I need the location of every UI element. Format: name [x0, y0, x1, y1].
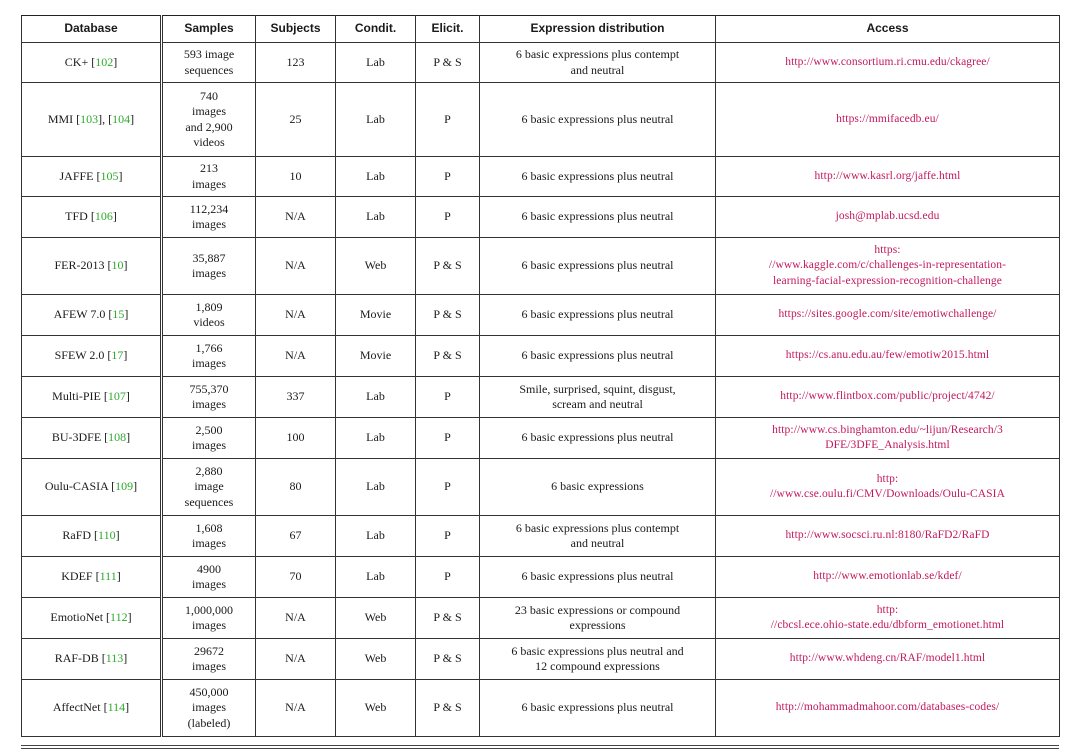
database-name: AffectNet	[52, 700, 101, 715]
cell-elicitation: P	[416, 418, 480, 459]
citation-link[interactable]: 10	[111, 258, 124, 273]
access-url-line[interactable]: http://mohammadmahoor.com/databases-codes/	[775, 701, 1000, 714]
cell-database: EmotioNet [112]	[22, 598, 162, 639]
access-url-line[interactable]: https://cs.anu.edu.au/few/emotiw2015.html	[785, 349, 990, 362]
cell-database: FER-2013 [10]	[22, 238, 162, 295]
access-url-line[interactable]: https://sites.google.com/site/emotiwchallenge/	[778, 308, 997, 321]
cell-condition: Lab	[336, 197, 416, 238]
cell-elicitation: P & S	[416, 680, 480, 737]
cell-expression-distribution	[480, 377, 716, 418]
header-database: Database	[22, 16, 162, 43]
samples-line: 29672	[194, 643, 224, 658]
access-url-line[interactable]: //www.cse.oulu.fi/CMV/Downloads/Oulu-CASIA	[769, 488, 1006, 500]
cell-subjects: 70	[256, 557, 336, 598]
expression-distribution-line: and neutral	[570, 536, 625, 550]
header-access: Access	[716, 16, 1060, 43]
expression-distribution-line: 6 basic expressions plus neutral and	[511, 643, 684, 658]
cell-database: RaFD [110]	[22, 516, 162, 557]
expression-distribution-line: 6 basic expressions plus neutral	[521, 569, 674, 584]
samples-line: sequences	[184, 62, 234, 77]
cell-condition: Movie	[336, 336, 416, 377]
expression-distribution-line: expressions	[569, 618, 626, 632]
table-row	[22, 43, 1060, 83]
cell-database: Oulu-CASIA [109]	[22, 459, 162, 516]
access-url-line[interactable]: https:	[874, 243, 901, 256]
cell-samples	[162, 418, 256, 459]
cell-elicitation: P & S	[416, 43, 480, 83]
cell-elicitation: P	[416, 377, 480, 418]
cell-expression-distribution	[480, 336, 716, 377]
samples-line: images	[192, 217, 226, 231]
cell-samples	[162, 238, 256, 295]
table-row	[22, 459, 1060, 516]
access-url-line[interactable]: http://www.flintbox.com/public/project/4742/	[780, 390, 995, 403]
cell-samples	[162, 680, 256, 737]
cell-expression-distribution	[480, 43, 716, 83]
citation-link[interactable]: 113	[105, 651, 124, 666]
cell-condition: Lab	[336, 557, 416, 598]
cell-access-url	[716, 197, 1060, 238]
bottom-rule	[21, 745, 1059, 749]
cell-access-url	[716, 238, 1060, 295]
cell-elicitation: P	[416, 157, 480, 197]
cell-access-url	[716, 418, 1060, 459]
expression-distribution-line: 6 basic expressions plus neutral	[521, 430, 674, 445]
expression-distribution-line: 6 basic expressions plus neutral	[521, 258, 674, 273]
cell-expression-distribution	[480, 680, 716, 737]
database-name: RAF-DB	[54, 651, 99, 666]
datasets-table	[21, 15, 1060, 737]
cell-samples	[162, 639, 256, 680]
cell-database: RAF-DB [113]	[22, 639, 162, 680]
cell-database: BU-3DFE [108]	[22, 418, 162, 459]
cell-database: Multi-PIE [107]	[22, 377, 162, 418]
access-url-line[interactable]: http://www.cs.binghamton.edu/~lijun/Research/3	[772, 423, 1003, 436]
cell-elicitation: P & S	[416, 598, 480, 639]
samples-line: (labeled)	[187, 715, 231, 730]
samples-line: sequences	[184, 494, 234, 509]
samples-line: 35,887	[192, 250, 226, 265]
cell-subjects: 10	[256, 157, 336, 197]
samples-line: images	[192, 176, 226, 191]
cell-condition: Lab	[336, 459, 416, 516]
database-name: SFEW 2.0	[54, 348, 105, 363]
cell-expression-distribution	[480, 157, 716, 197]
samples-line: images	[192, 266, 226, 280]
expression-distribution-line: 6 basic expressions plus neutral	[521, 111, 674, 126]
samples-line: 450,000	[189, 684, 229, 699]
cell-elicitation: P	[416, 459, 480, 516]
cell-samples	[162, 377, 256, 418]
samples-line: 2,500	[195, 422, 223, 437]
citation-link[interactable]: 111	[99, 569, 117, 584]
cell-elicitation: P & S	[416, 295, 480, 336]
cell-condition: Lab	[336, 157, 416, 197]
cell-expression-distribution	[480, 557, 716, 598]
cell-samples	[162, 459, 256, 516]
cell-samples	[162, 295, 256, 336]
cell-subjects: N/A	[256, 639, 336, 680]
citation-link[interactable]: 114	[107, 700, 126, 715]
database-name: Oulu-CASIA	[44, 479, 109, 494]
cell-database: AFEW 7.0 [15]	[22, 295, 162, 336]
cell-database: CK+ [102]	[22, 43, 162, 83]
cell-expression-distribution	[480, 418, 716, 459]
database-name: JAFFE	[59, 168, 94, 183]
samples-line: 755,370	[189, 381, 229, 396]
cell-subjects: N/A	[256, 295, 336, 336]
cell-access-url	[716, 157, 1060, 197]
samples-line: videos	[193, 315, 225, 329]
database-name: MMI	[47, 111, 74, 126]
cell-condition: Web	[336, 639, 416, 680]
citation-link[interactable]: 108	[108, 430, 127, 445]
cell-samples	[162, 197, 256, 238]
database-name: CK+	[64, 54, 89, 69]
samples-line: 593 image	[183, 47, 235, 61]
citation-link[interactable]: 104	[112, 111, 131, 126]
access-url-line[interactable]: http://www.emotionlab.se/kdef/	[813, 570, 962, 583]
citation-link[interactable]: 107	[107, 389, 126, 404]
cell-elicitation: P & S	[416, 238, 480, 295]
expression-distribution-line: 6 basic expressions plus contempt	[515, 520, 680, 535]
cell-access-url	[716, 295, 1060, 336]
cell-elicitation: P	[416, 83, 480, 157]
cell-database: KDEF [111]	[22, 557, 162, 598]
cell-access-url	[716, 557, 1060, 598]
cell-access-url	[716, 459, 1060, 516]
samples-line: images	[192, 700, 226, 715]
table-row	[22, 639, 1060, 680]
cell-access-url	[716, 377, 1060, 418]
access-url-line[interactable]: http://www.kasrl.org/jaffe.html	[814, 169, 961, 182]
expression-distribution-line: Smile, surprised, squint, disgust,	[519, 381, 676, 396]
header-subjects: Subjects	[256, 16, 336, 43]
cell-elicitation: P & S	[416, 336, 480, 377]
table-row	[22, 197, 1060, 238]
samples-line: 4900	[197, 561, 221, 576]
cell-subjects: 80	[256, 459, 336, 516]
cell-samples	[162, 598, 256, 639]
samples-line: 740	[200, 88, 218, 103]
cell-access-url	[716, 516, 1060, 557]
expression-distribution-line: 6 basic expressions plus contempt	[515, 47, 680, 61]
citation-link[interactable]: 105	[100, 168, 119, 183]
samples-line: videos	[193, 135, 225, 149]
cell-condition: Lab	[336, 418, 416, 459]
header-elicitation: Elicit.	[416, 16, 480, 43]
samples-line: image	[194, 479, 224, 494]
table-row	[22, 157, 1060, 197]
cell-condition: Lab	[336, 516, 416, 557]
citation-link[interactable]: 17	[111, 348, 124, 363]
cell-samples	[162, 336, 256, 377]
samples-line: images	[192, 104, 226, 118]
cell-subjects: N/A	[256, 598, 336, 639]
cell-subjects: N/A	[256, 336, 336, 377]
samples-line: images	[192, 397, 226, 411]
expression-distribution-line: 6 basic expressions plus neutral	[521, 700, 674, 715]
database-name: FER-2013	[54, 258, 105, 273]
access-url-line[interactable]: http://www.whdeng.cn/RAF/model1.html	[789, 652, 986, 665]
header-expression-distribution: Expression distribution	[480, 16, 716, 43]
cell-elicitation: P	[416, 197, 480, 238]
citation-link[interactable]: 103	[80, 111, 99, 126]
samples-line: 213	[200, 161, 218, 175]
cell-subjects: 100	[256, 418, 336, 459]
cell-elicitation: P	[416, 557, 480, 598]
database-name: RaFD	[62, 528, 92, 543]
cell-condition: Lab	[336, 43, 416, 83]
cell-subjects: N/A	[256, 238, 336, 295]
cell-expression-distribution	[480, 459, 716, 516]
cell-database: TFD [106]	[22, 197, 162, 238]
cell-database: MMI [103], [104]	[22, 83, 162, 157]
samples-line: images	[192, 659, 226, 673]
cell-database: JAFFE [105]	[22, 157, 162, 197]
table-row	[22, 377, 1060, 418]
cell-access-url	[716, 83, 1060, 157]
samples-line: images	[192, 618, 226, 632]
access-url-line[interactable]: learning-facial-expression-recognition-challenge	[773, 274, 1002, 287]
citation-link[interactable]: 102	[95, 54, 114, 69]
database-name: AFEW 7.0	[53, 307, 106, 322]
table-row	[22, 557, 1060, 598]
table-row	[22, 83, 1060, 157]
cell-subjects: 67	[256, 516, 336, 557]
citation-link[interactable]: 110	[98, 528, 116, 543]
table-row	[22, 418, 1060, 459]
cell-subjects: N/A	[256, 197, 336, 238]
samples-line: images	[192, 536, 226, 550]
expression-distribution-line: and neutral	[570, 62, 625, 77]
cell-subjects: 123	[256, 43, 336, 83]
cell-elicitation: P & S	[416, 639, 480, 680]
database-name: Multi-PIE	[52, 389, 101, 404]
samples-line: and 2,900	[185, 119, 233, 134]
cell-database: SFEW 2.0 [17]	[22, 336, 162, 377]
cell-database: AffectNet [114]	[22, 680, 162, 737]
cell-condition: Lab	[336, 83, 416, 157]
cell-expression-distribution	[480, 295, 716, 336]
expression-distribution-line: 6 basic expressions plus neutral	[521, 209, 674, 224]
expression-distribution-line: 6 basic expressions plus neutral	[521, 168, 674, 183]
samples-line: 1,000,000	[185, 602, 233, 617]
cell-expression-distribution	[480, 598, 716, 639]
expression-distribution-line: 23 basic expressions or compound	[514, 602, 681, 617]
expression-distribution-line: 6 basic expressions plus neutral	[521, 307, 674, 322]
citation-link[interactable]: 109	[115, 479, 134, 494]
cell-samples	[162, 83, 256, 157]
cell-subjects: 25	[256, 83, 336, 157]
cell-condition: Lab	[336, 377, 416, 418]
access-url-line[interactable]: http:	[876, 603, 899, 616]
cell-access-url	[716, 598, 1060, 639]
database-name: KDEF	[61, 569, 93, 584]
citation-link[interactable]: 15	[112, 307, 125, 322]
access-url-line[interactable]: http:	[876, 472, 899, 485]
expression-distribution-line: 6 basic expressions	[551, 479, 644, 494]
access-url-line[interactable]: josh@mplab.ucsd.edu	[835, 210, 940, 223]
table-row	[22, 295, 1060, 336]
cell-expression-distribution	[480, 516, 716, 557]
expression-distribution-line: 6 basic expressions plus neutral	[521, 348, 674, 363]
samples-line: 1,608	[195, 520, 223, 535]
access-url-line[interactable]: http://www.consortium.ri.cmu.edu/ckagree/	[785, 55, 990, 68]
cell-condition: Web	[336, 598, 416, 639]
table-row	[22, 680, 1060, 737]
samples-line: 2,880	[195, 463, 223, 478]
database-name: EmotioNet	[50, 610, 104, 625]
samples-line: images	[192, 356, 226, 370]
access-url-line[interactable]: DFE/3DFE_Analysis.html	[825, 439, 950, 451]
cell-expression-distribution	[480, 197, 716, 238]
cell-samples	[162, 43, 256, 83]
cell-condition: Web	[336, 238, 416, 295]
cell-expression-distribution	[480, 639, 716, 680]
citation-link[interactable]: 106	[94, 209, 113, 224]
samples-line: 1,809	[195, 299, 223, 314]
header-row	[22, 16, 1060, 43]
table-row	[22, 598, 1060, 639]
table-body	[22, 43, 1060, 737]
access-url-line[interactable]: http://www.socsci.ru.nl:8180/RaFD2/RaFD	[785, 529, 990, 542]
cell-access-url	[716, 336, 1060, 377]
cell-subjects: N/A	[256, 680, 336, 737]
cell-expression-distribution	[480, 238, 716, 295]
header-condition: Condit.	[336, 16, 416, 43]
cell-condition: Movie	[336, 295, 416, 336]
cell-samples	[162, 557, 256, 598]
cell-samples	[162, 157, 256, 197]
samples-line: 112,234	[189, 201, 229, 216]
database-name: TFD	[65, 209, 88, 224]
header-samples: Samples	[162, 16, 256, 43]
cell-access-url	[716, 680, 1060, 737]
cell-subjects: 337	[256, 377, 336, 418]
cell-elicitation: P	[416, 516, 480, 557]
table-row	[22, 516, 1060, 557]
database-name: BU-3DFE	[51, 430, 102, 445]
access-url-line[interactable]: //cbcsl.ece.ohio-state.edu/dbform_emotionet.html	[770, 619, 1005, 631]
expression-distribution-line: 12 compound expressions	[535, 659, 660, 673]
access-url-line[interactable]: //www.kaggle.com/c/challenges-in-representation-	[768, 259, 1007, 272]
cell-condition: Web	[336, 680, 416, 737]
table-row	[22, 336, 1060, 377]
table-row	[22, 238, 1060, 295]
samples-line: 1,766	[195, 340, 223, 355]
access-url-line[interactable]: https://mmifacedb.eu/	[836, 112, 939, 125]
cell-access-url	[716, 639, 1060, 680]
citation-link[interactable]: 112	[110, 610, 128, 625]
samples-line: images	[192, 577, 226, 591]
cell-expression-distribution	[480, 83, 716, 157]
cell-access-url	[716, 43, 1060, 83]
expression-distribution-line: scream and neutral	[552, 397, 643, 411]
cell-samples	[162, 516, 256, 557]
samples-line: images	[192, 438, 226, 452]
